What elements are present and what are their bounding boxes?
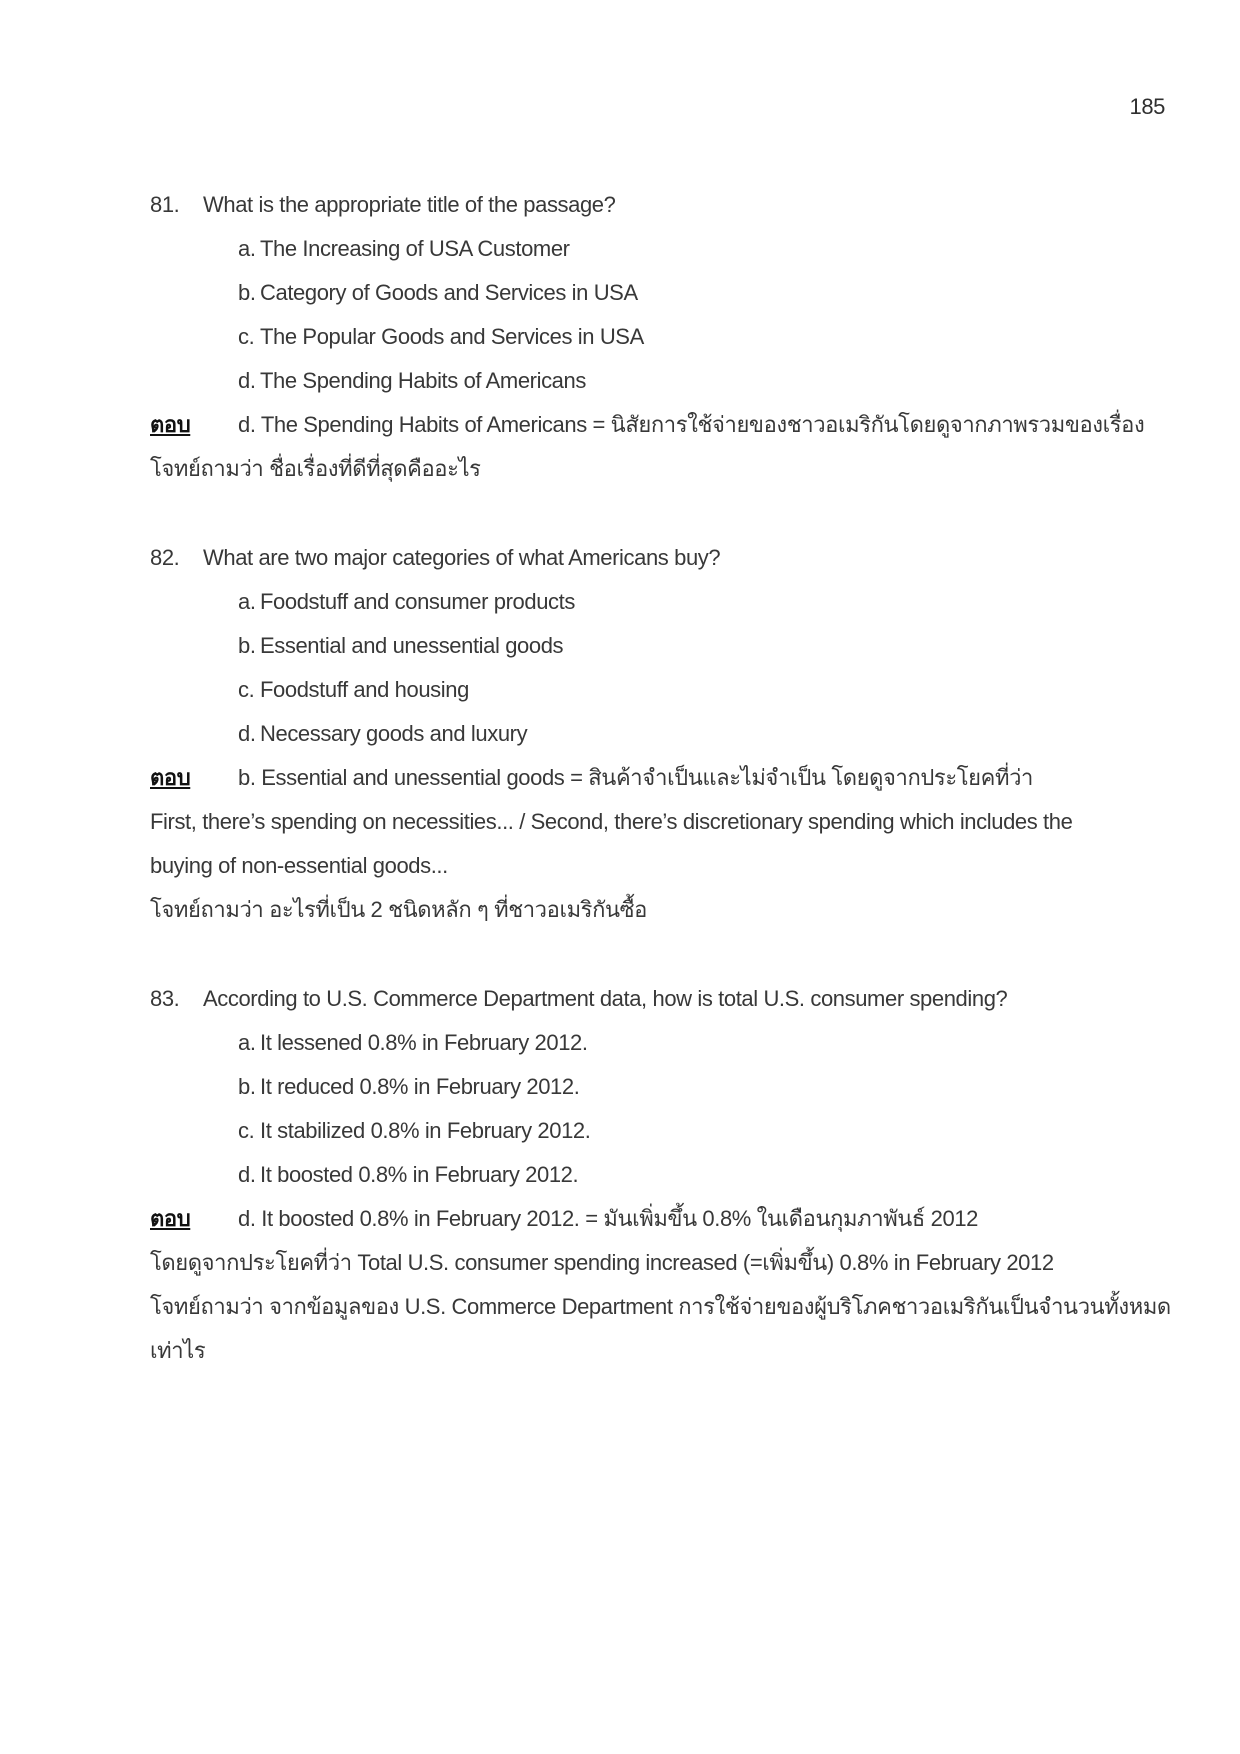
option-text: Foodstuff and housing	[260, 677, 469, 702]
explanation-line: โดยดูจากประโยคที่ว่า Total U.S. consumer spending increased (=เพิ่มขึ้น) 0.8% in February 2012	[150, 1250, 1054, 1275]
options-list	[150, 1021, 1110, 1197]
option-line	[150, 1065, 1110, 1109]
answer-text: d. The Spending Habits of Americans = นิสัยการใช้จ่ายของชาวอเมริกันโดยดูจากภาพรวมของเรื่อง	[238, 412, 1145, 437]
answer-line	[150, 1197, 1110, 1241]
explanation-line: โจทย์ถามว่า จากข้อมูลของ U.S. Commerce Department การใช้จ่ายของผู้บริโภคชาวอเมริกันเป็นจำนวนทั้งหมด	[150, 1294, 1171, 1319]
explanation	[150, 1241, 1171, 1373]
page-number: 185	[1129, 94, 1165, 119]
question-line	[150, 536, 1110, 580]
options-list	[150, 580, 1110, 756]
question-line	[150, 183, 1110, 227]
option-line	[150, 1109, 1110, 1153]
question-block	[150, 536, 1110, 932]
explanation-line: buying of non-essential goods...	[150, 853, 448, 878]
option-letter: b.	[238, 633, 256, 658]
option-line	[150, 624, 1110, 668]
option-line	[150, 1153, 1110, 1197]
option-text: It stabilized 0.8% in February 2012.	[260, 1118, 591, 1143]
answer-text: d. It boosted 0.8% in February 2012. = มันเพิ่มขึ้น 0.8% ในเดือนกุมภาพันธ์ 2012	[238, 1206, 979, 1231]
option-text: Essential and unessential goods	[260, 633, 564, 658]
option-letter: a.	[238, 589, 256, 614]
explanation	[150, 800, 1110, 932]
question-line	[150, 977, 1110, 1021]
option-line	[150, 1021, 1110, 1065]
question-number: 81.	[150, 192, 180, 217]
option-letter: c.	[238, 324, 255, 349]
question-block	[150, 183, 1145, 491]
answer-text: b. Essential and unessential goods = สินค้าจำเป็นและไม่จำเป็น โดยดูจากประโยคที่ว่า	[238, 765, 1033, 790]
question-number: 82.	[150, 545, 180, 570]
option-text: The Spending Habits of Americans	[260, 368, 586, 393]
answer-label	[150, 403, 238, 447]
questions-content	[150, 183, 1171, 1418]
explanation-line: โจทย์ถามว่า อะไรที่เป็น 2 ชนิดหลัก ๆ ที่ชาวอเมริกันซื้อ	[150, 897, 647, 922]
option-text: It lessened 0.8% in February 2012.	[260, 1030, 588, 1055]
option-text: Category of Goods and Services in USA	[260, 280, 638, 305]
option-letter: a.	[238, 1030, 256, 1055]
explanation-line: เท่าไร	[150, 1338, 206, 1363]
option-letter: b.	[238, 1074, 256, 1099]
options-list	[150, 227, 1110, 403]
option-letter: d.	[238, 368, 256, 393]
option-letter: c.	[238, 677, 255, 702]
answer-label	[150, 756, 238, 800]
answer-line	[150, 403, 1145, 447]
answer-label-text: ตอบ	[150, 412, 191, 437]
option-text: The Increasing of USA Customer	[260, 236, 570, 261]
explanation-line: First, there’s spending on necessities... / Second, there’s discretionary spending which includes the	[150, 809, 1073, 834]
option-letter: a.	[238, 236, 256, 261]
question-text: According to U.S. Commerce Department data, how is total U.S. consumer spending?	[203, 986, 1008, 1011]
answer-line	[150, 756, 1110, 800]
option-text: The Popular Goods and Services in USA	[260, 324, 644, 349]
option-line	[150, 668, 1110, 712]
question-text: What is the appropriate title of the passage?	[203, 192, 616, 217]
option-line	[150, 580, 1110, 624]
option-text: It boosted 0.8% in February 2012.	[260, 1162, 579, 1187]
option-text: Necessary goods and luxury	[260, 721, 528, 746]
question-number: 83.	[150, 986, 180, 1011]
option-line	[150, 712, 1110, 756]
question-block	[150, 977, 1171, 1373]
answer-label	[150, 1197, 238, 1241]
option-line	[150, 271, 1110, 315]
explanation	[150, 447, 1110, 491]
option-letter: b.	[238, 280, 256, 305]
answer-label-text: ตอบ	[150, 1206, 191, 1231]
option-text: Foodstuff and consumer products	[260, 589, 575, 614]
option-letter: d.	[238, 1162, 256, 1187]
option-line	[150, 315, 1110, 359]
option-text: It reduced 0.8% in February 2012.	[260, 1074, 580, 1099]
option-letter: d.	[238, 721, 256, 746]
option-letter: c.	[238, 1118, 255, 1143]
option-line	[150, 227, 1110, 271]
explanation-line: โจทย์ถามว่า ชื่อเรื่องที่ดีที่สุดคืออะไร	[150, 456, 481, 481]
answer-label-text: ตอบ	[150, 765, 191, 790]
question-text: What are two major categories of what Americans buy?	[203, 545, 721, 570]
option-line	[150, 359, 1110, 403]
